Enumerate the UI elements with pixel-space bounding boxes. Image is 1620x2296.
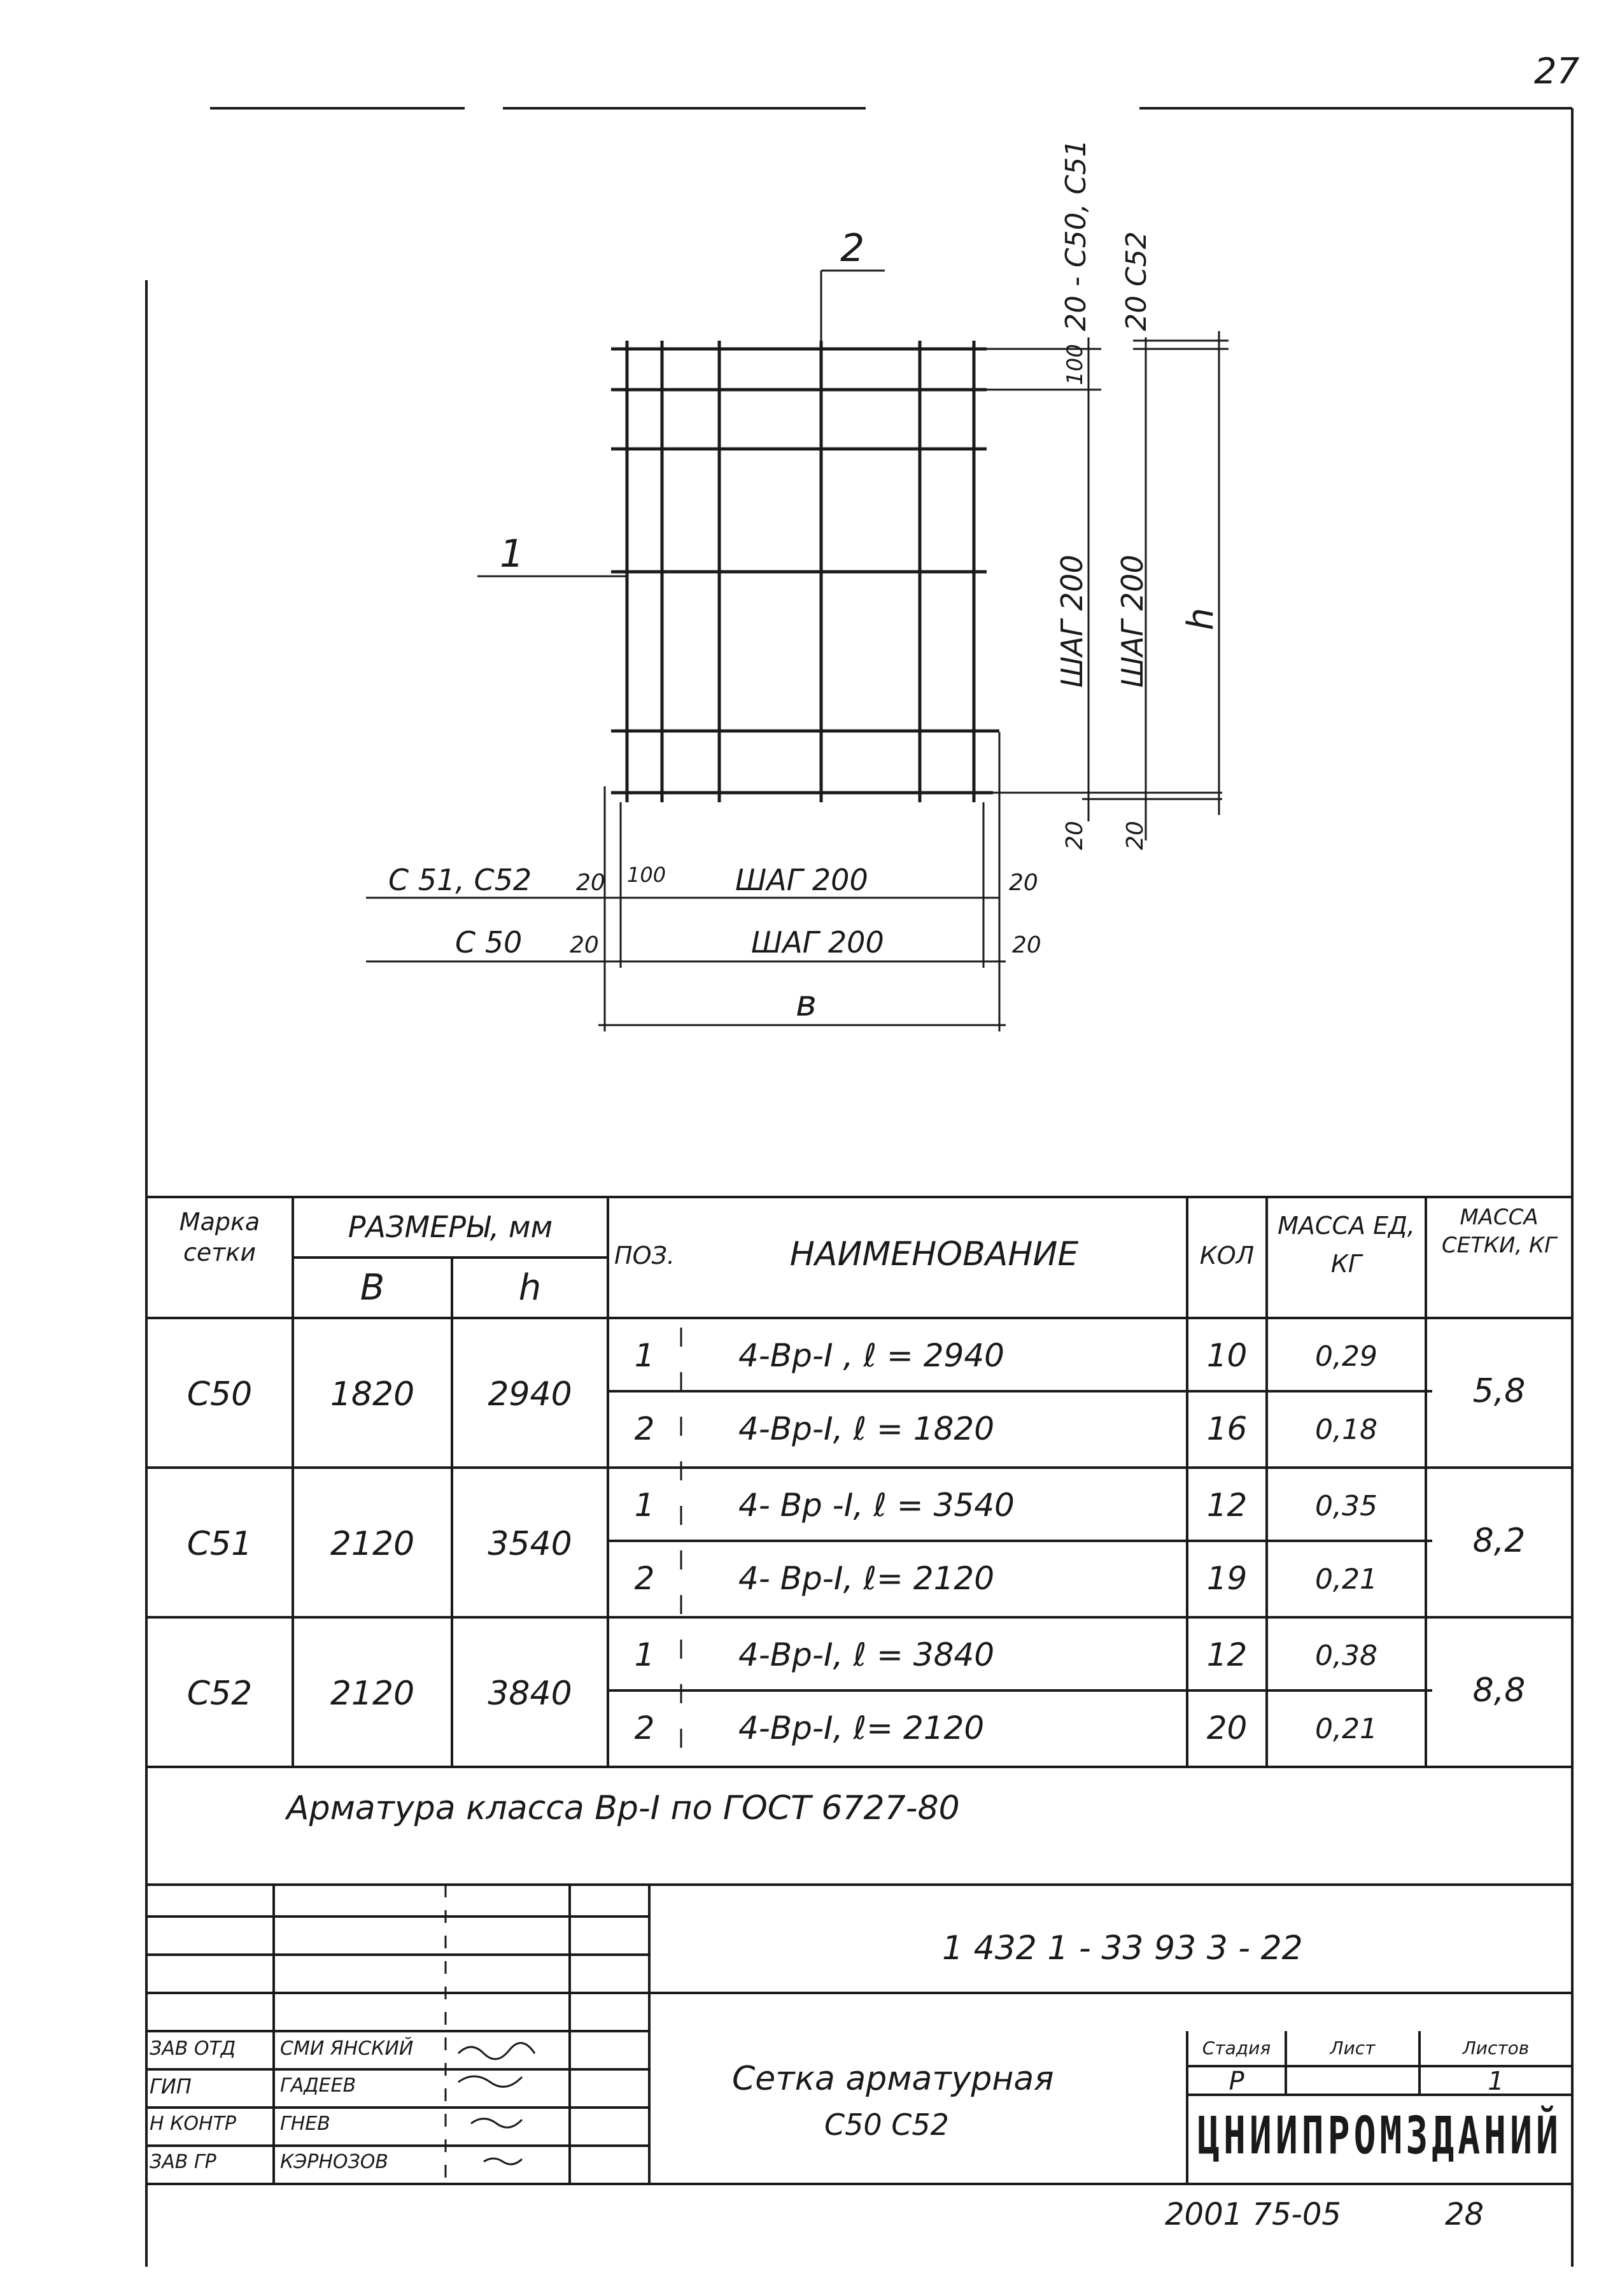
sheet-header: Лист [1330, 2037, 1376, 2059]
dim-bot-20-a: 20 [1062, 821, 1088, 850]
row-c52-qty1: 12 [1206, 1636, 1248, 1673]
leaders [477, 271, 885, 576]
row-c51-mesh-mass: 8,2 [1472, 1522, 1526, 1560]
row-c52-mass2: 0,21 [1315, 1713, 1377, 1745]
row-c52-qty2: 20 [1206, 1710, 1248, 1747]
dim-b: в [796, 983, 817, 1024]
dim-top-c50-c51: 20 - C50, C51 [1060, 139, 1092, 331]
row-c52-mass1: 0,38 [1315, 1640, 1377, 1672]
header-h: h [518, 1267, 542, 1308]
drawing-title: Сетка арматурная [732, 2060, 1054, 2098]
header-pos: ПОЗ. [614, 1242, 675, 1270]
row-c51-h: 3540 [488, 1525, 572, 1563]
row-c51-name2: 4- Вр-I, ℓ= 2120 [738, 1560, 995, 1597]
row-c51-qty1: 12 [1206, 1487, 1248, 1524]
dim-top-c52: 20 C52 [1120, 231, 1153, 331]
row1-100: 100 [627, 863, 666, 887]
sheets-value: 1 [1488, 2067, 1504, 2096]
row-c52-name2: 4-Вр-I, ℓ= 2120 [738, 1710, 985, 1747]
footer-page: 28 [1445, 2197, 1484, 2232]
sheets-header: Листов [1462, 2037, 1530, 2059]
role-n-kontr: Н КОНТР [150, 2113, 236, 2135]
row-c52-pos1: 1 [634, 1636, 655, 1673]
row-c52-mesh-mass: 8,8 [1472, 1671, 1526, 1710]
organization-stamp: ЦНИИПРОМЗДАНИЙ [1197, 2105, 1562, 2166]
role-zav-gr: ЗАВ ГР [150, 2151, 216, 2173]
row-c51-b: 2120 [330, 1525, 415, 1563]
name-zav-otd: СМИ ЯНСКИЙ [280, 2037, 414, 2060]
header-unit-mass: МАССА ЕД, КГ [1278, 1212, 1415, 1278]
row-c51-pos1: 1 [634, 1487, 655, 1524]
row-c50-h: 2940 [488, 1375, 572, 1414]
step-left: ШАГ 200 [1055, 555, 1089, 688]
drawing-subtitle: C50 C52 [824, 2108, 949, 2142]
row-c50-b: 1820 [330, 1375, 415, 1414]
stage-header: Стадия [1202, 2037, 1271, 2059]
role-gip: ГИП [150, 2074, 192, 2099]
row-c50-name1: 4-Вр-I , ℓ = 2940 [738, 1337, 1004, 1374]
row-c50-pos1: 1 [634, 1337, 655, 1374]
document-code: 1 432 1 - 33 93 3 - 22 [942, 1929, 1303, 1967]
row-c52-mark: C52 [187, 1675, 253, 1713]
stage-value: Р [1229, 2067, 1244, 2096]
dim-100-top: 100 [1062, 344, 1088, 385]
row-c50-name2: 4-Вр-I, ℓ = 1820 [738, 1410, 995, 1447]
header-qty: КОЛ [1199, 1242, 1255, 1270]
row-c52-h: 3840 [488, 1675, 572, 1713]
row2-20-left: 20 [570, 932, 599, 958]
reinforcement-note: Арматура класса Вр-I по ГОСТ 6727-80 [286, 1789, 960, 1827]
row2-step: ШАГ 200 [751, 925, 884, 960]
row-c50-mark: C50 [187, 1375, 253, 1414]
row-c51-qty2: 19 [1206, 1560, 1248, 1597]
row-c51-mass2: 0,21 [1315, 1563, 1377, 1596]
page-number: 27 [1534, 51, 1580, 92]
row-c50-mass2: 0,18 [1315, 1414, 1377, 1446]
row-c51-name1: 4- Вр -I, ℓ = 3540 [738, 1487, 1015, 1524]
row-c50-qty2: 16 [1206, 1410, 1248, 1447]
row-c52-b: 2120 [330, 1675, 415, 1713]
name-zav-gr: КЭРНОЗОВ [280, 2151, 388, 2173]
row-c50-qty1: 10 [1206, 1337, 1248, 1374]
header-mesh-mass: МАССА СЕТКИ, КГ [1441, 1205, 1557, 1258]
row1-label: C 51, C52 [388, 863, 532, 897]
row-c50-pos2: 2 [634, 1410, 655, 1447]
header-name: НАИМЕНОВАНИЕ [789, 1235, 1079, 1273]
step-right: ШАГ 200 [1115, 555, 1150, 688]
header-sizes: РАЗМЕРЫ, мм [348, 1210, 553, 1244]
pos2-label: 2 [840, 226, 865, 271]
dim-bot-20-b: 20 [1122, 821, 1148, 850]
row-c51-mark: C51 [187, 1525, 253, 1563]
row-c50-mesh-mass: 5,8 [1472, 1372, 1526, 1410]
page-frame [146, 108, 1572, 2267]
row1-step: ШАГ 200 [735, 863, 868, 897]
row1-20-left: 20 [576, 870, 605, 896]
row-c52-pos2: 2 [634, 1710, 655, 1747]
pos1-label: 1 [500, 532, 525, 576]
row-c51-pos2: 2 [634, 1560, 655, 1597]
vertical-dimensions [987, 331, 1229, 840]
row1-20-right: 20 [1009, 870, 1038, 896]
role-zav-otd: ЗАВ ОТД [150, 2037, 236, 2060]
row-c51-mass1: 0,35 [1315, 1490, 1377, 1522]
name-gip: ГАДЕЕВ [280, 2074, 356, 2097]
header-b: В [360, 1267, 385, 1308]
dim-h: h [1180, 607, 1222, 630]
footer-code: 2001 75-05 [1165, 2197, 1341, 2232]
mesh-horizontal-bars [611, 349, 999, 793]
row-c52-name1: 4-Вр-I, ℓ = 3840 [738, 1636, 995, 1673]
row-c50-mass1: 0,29 [1315, 1340, 1377, 1373]
row2-label: C 50 [455, 925, 523, 960]
header-mark: Марка сетки [179, 1208, 260, 1266]
row2-20-right: 20 [1012, 932, 1041, 958]
name-n-kontr: ГНЕВ [280, 2113, 330, 2135]
